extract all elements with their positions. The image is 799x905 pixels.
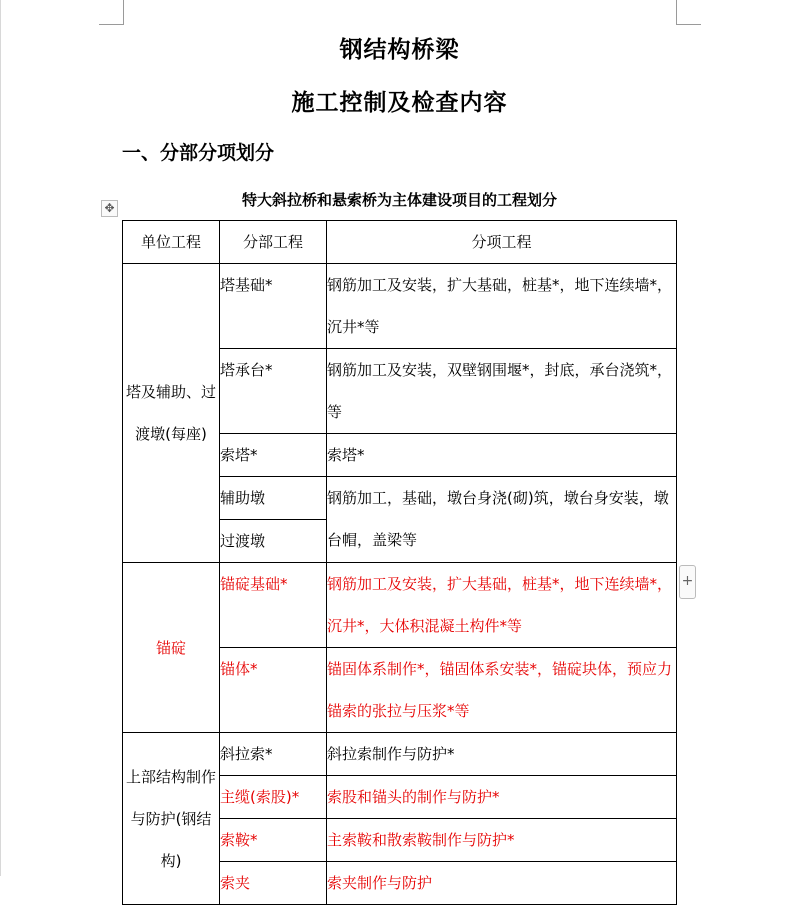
table-row — [123, 563, 677, 648]
unit-cell: 上部结构制作与防护(钢结构) — [123, 733, 220, 905]
header-division: 分部工程 — [220, 221, 327, 264]
items-cell: 钢筋加工，基础，墩台身浇(砌)筑，墩台身安装，墩台帽，盖梁等 — [327, 477, 677, 563]
division-cell: 主缆(索股)* — [220, 776, 327, 819]
items-cell: 索塔* — [327, 434, 677, 477]
items-cell: 索股和锚头的制作与防护* — [327, 776, 677, 819]
page-margin-corner-top-right — [676, 0, 701, 25]
division-cell: 索鞍* — [220, 819, 327, 862]
division-cell: 塔承台* — [220, 349, 327, 434]
document-title: 钢结构桥梁 — [339, 37, 460, 63]
header-items: 分项工程 — [327, 221, 677, 264]
division-cell: 过渡墩 — [220, 520, 327, 563]
division-table — [122, 220, 677, 905]
items-cell: 索夹制作与防护 — [327, 862, 677, 905]
items-cell: 钢筋加工及安装，双壁钢围堰*，封底，承台浇筑*，等 — [327, 349, 677, 434]
table-row — [123, 264, 677, 349]
items-cell: 钢筋加工及安装，扩大基础，桩基*，地下连续墙*，沉井*等 — [327, 264, 677, 349]
table-caption: 特大斜拉桥和悬索桥为主体建设项目的工程划分 — [241, 191, 557, 209]
items-cell: 钢筋加工及安装，扩大基础，桩基*，地下连续墙*，沉井*，大体积混凝土构件*等 — [327, 563, 677, 648]
section-heading: 一、分部分项划分 — [122, 142, 275, 164]
page-edge — [0, 0, 1, 876]
division-cell: 辅助墩 — [220, 477, 327, 520]
header-unit: 单位工程 — [123, 221, 220, 264]
division-cell: 塔基础* — [220, 264, 327, 349]
table-row — [123, 733, 677, 776]
unit-cell: 锚碇 — [123, 563, 220, 733]
division-cell: 锚体* — [220, 648, 327, 733]
items-cell: 斜拉索制作与防护* — [327, 733, 677, 776]
division-cell: 锚碇基础* — [220, 563, 327, 648]
unit-cell: 塔及辅助、过渡墩(每座) — [123, 264, 220, 563]
division-cell: 斜拉索* — [220, 733, 327, 776]
items-cell: 锚固体系制作*，锚固体系安装*，锚碇块体，预应力锚索的张拉与压浆*等 — [327, 648, 677, 733]
division-cell: 索夹 — [220, 862, 327, 905]
table-header-row — [123, 221, 677, 264]
document-subtitle: 施工控制及检查内容 — [291, 90, 508, 116]
page-margin-corner-top-left — [99, 0, 124, 25]
add-row-plus-icon[interactable]: + — [679, 565, 696, 599]
table-move-handle-icon[interactable]: ✥ — [101, 200, 118, 217]
items-cell: 主索鞍和散索鞍制作与防护* — [327, 819, 677, 862]
division-cell: 索塔* — [220, 434, 327, 477]
